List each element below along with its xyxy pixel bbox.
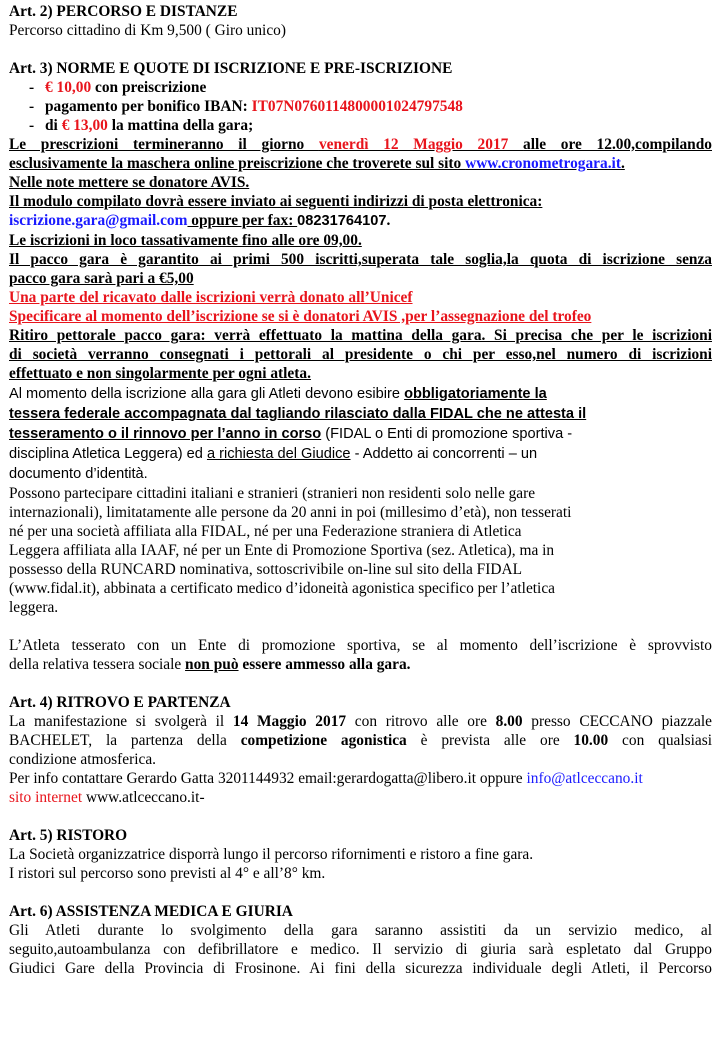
runcard-paragraph bbox=[9, 484, 712, 617]
art4-info-line bbox=[9, 769, 712, 788]
onsite-registration-line: Le iscrizioni in loco tassativamente fino alle ore 09,00. bbox=[9, 232, 362, 249]
online-registration-text: esclusivamente la maschera online preiscrizione che troverete sul sito bbox=[9, 155, 466, 172]
art6-line-3: Giudici Gare della Provincia di Frosinone. Ai fini della sicurezza individuale degli Atleti, il Percorso bbox=[9, 960, 712, 977]
runcard-line-3: né per una società affiliata alla FIDAL, né per una Federazione straniera di Atletica bbox=[9, 523, 522, 540]
ente-line-1: L’Atleta tesserato con un Ente di promozione sportiva, se al momento dell’iscrizione è sprovvisto bbox=[9, 637, 712, 654]
fidal-line-4-rest: - Addetto ai concorrenti – un bbox=[350, 446, 538, 462]
race-pack-line-1: Il pacco gara è garantito ai primi 500 iscritti,superata tale soglia,la quota di iscrizione senza bbox=[9, 251, 712, 268]
runcard-line-6: (www.fidal.it), abbinata a certificato medico d’idoneità agonistica specifico per l’atletica bbox=[9, 580, 555, 597]
fee-amount-pre: € 10,00 bbox=[45, 79, 92, 96]
fee-item-iban bbox=[9, 97, 712, 116]
iban-label: pagamento per bonifico IBAN: bbox=[45, 98, 252, 115]
competition-label: competizione agonistica bbox=[240, 732, 407, 749]
fax-number: 08231764107 bbox=[297, 213, 387, 229]
online-registration-line bbox=[9, 154, 712, 173]
fee-race-label: la mattina della gara; bbox=[107, 117, 254, 134]
runcard-line-1: Possono partecipare cittadini italiani e stranieri (stranieri non residenti solo nelle gare bbox=[9, 485, 536, 502]
fidal-line-3 bbox=[9, 424, 712, 444]
fidal-line-4-text: disciplina Atletica Leggera) ed bbox=[9, 446, 207, 462]
runcard-line-7: leggera. bbox=[9, 599, 59, 616]
bullet-dash: - bbox=[29, 117, 35, 134]
art5-line-2: I ristori sul percorso sono previsti al 4° e all’8° km. bbox=[9, 865, 326, 882]
deadline-date: venerdì 12 Maggio 2017 bbox=[318, 136, 524, 153]
module-email-line: Il modulo compilato dovrà essere inviato ai seguenti indirizzi di posta elettronica: bbox=[9, 193, 543, 210]
atlceccano-email-link[interactable]: info@atlceccano.it bbox=[526, 770, 643, 787]
runcard-line-4: Leggera affiliata alla IAAF, né per un Ente di Promozione Sportiva (sez. Atletica), ma in bbox=[9, 542, 555, 559]
deadline-time: alle ore 12.00,compilando bbox=[523, 136, 712, 153]
art6-line-2: seguito,autoambulanza con defibrillatore e medico. Il servizio di giuria sarà espletato dal Gruppo bbox=[9, 941, 712, 958]
start-time: 10.00 bbox=[573, 732, 609, 749]
art4-line-3: condizione atmosferica. bbox=[9, 751, 157, 768]
art2-text: Percorso cittadino di Km 9,500 ( Giro unico) bbox=[9, 22, 286, 39]
ente-line-2-bold: essere ammesso alla gara. bbox=[238, 656, 411, 673]
fidal-line-2: tessera federale accompagnata dal tagliando rilasciato dalla FIDAL che ne attesta il bbox=[9, 406, 587, 422]
art5-title: Art. 5) RISTORO bbox=[9, 827, 128, 844]
race-pack-line-2: pacco gara sarà pari a €5,00 bbox=[9, 270, 194, 287]
art6-title: Art. 6) ASSISTENZA MEDICA E GIURIA bbox=[9, 903, 293, 920]
fee-race-prefix: di bbox=[45, 117, 62, 134]
iban-value: IT07N0760114800001024797548 bbox=[251, 98, 463, 115]
art4-line-1-mid: con ritrovo alle ore bbox=[346, 713, 496, 730]
fidal-card-paragraph bbox=[9, 384, 712, 484]
fidal-line-1-bold: obbligatoriamente la bbox=[404, 386, 547, 402]
art4-line-1-text: La manifestazione si svolgerà il bbox=[9, 713, 233, 730]
bullet-dash: - bbox=[29, 98, 35, 115]
meeting-time: 8.00 bbox=[495, 713, 523, 730]
bullet-dash: - bbox=[29, 79, 35, 96]
bib-pickup-line-2: di società verranno consegnati i pettorali al presidente o chi per esso,nel numero di iscrizioni bbox=[9, 346, 712, 363]
art4-website-line bbox=[9, 788, 712, 807]
avis-note: Nelle note mettere se donatore AVIS. bbox=[9, 174, 250, 191]
art2-title: Art. 2) PERCORSO E DISTANZE bbox=[9, 3, 238, 20]
art4-line-1-end: presso CECCANO piazzale bbox=[522, 713, 712, 730]
regulations-document bbox=[9, 2, 712, 978]
fee-item-race-morning bbox=[9, 116, 712, 135]
fidal-line-4 bbox=[9, 444, 712, 464]
fee-item-preregistration bbox=[9, 78, 712, 97]
fidal-line-1 bbox=[9, 384, 712, 404]
website-label: sito internet bbox=[9, 789, 83, 806]
ente-line-2-underlined: non può bbox=[185, 656, 239, 673]
bib-pickup-line-3: effettuato e non singolarmente per ogni atleta. bbox=[9, 365, 311, 382]
website-url: www.atlceccano.it- bbox=[82, 789, 205, 806]
runcard-line-2: internazionali), limitatamente alle persone da 20 anni in poi (millesimo d’età), non tesserati bbox=[9, 504, 572, 521]
ente-line-2-text: della relativa tessera sociale bbox=[9, 656, 186, 673]
fee-amount-race: € 13,00 bbox=[61, 117, 108, 134]
art4-line-2-mid: è prevista alle ore bbox=[406, 732, 574, 749]
art4-line-1 bbox=[9, 712, 712, 731]
fee-pre-label: con preiscrizione bbox=[91, 79, 207, 96]
runcard-line-5: possesso della RUNCARD nominativa, sottoscrivibile on-line sul sito della FIDAL bbox=[9, 561, 522, 578]
period: . bbox=[386, 212, 391, 229]
fax-label: oppure per fax: bbox=[187, 212, 298, 229]
event-date: 14 Maggio 2017 bbox=[232, 713, 347, 730]
art3-title: Art. 3) NORME E QUOTE DI ISCRIZIONE E PRE-ISCRIZIONE bbox=[9, 60, 453, 77]
fidal-line-3-bold: tesseramento o il rinnovo per l’anno in corso bbox=[9, 426, 322, 442]
art5-line-1: La Società organizzatrice disporrà lungo il percorso rifornimenti e ristoro a fine gara. bbox=[9, 846, 534, 863]
art4-line-2-end: con qualsiasi bbox=[608, 732, 712, 749]
cronometrogara-link[interactable]: www.cronometrogara.it bbox=[465, 155, 621, 172]
fidal-line-5: documento d’identità. bbox=[9, 466, 148, 482]
art4-line-2 bbox=[9, 731, 712, 750]
deadline-line bbox=[9, 135, 712, 154]
period: . bbox=[620, 155, 625, 172]
art6-line-1: Gli Atleti durante lo svolgimento della gara saranno assistiti da un servizio medico, al bbox=[9, 922, 712, 939]
ente-line-2 bbox=[9, 655, 712, 674]
email-fax-line bbox=[9, 211, 712, 231]
fidal-line-4-underlined: a richiesta del Giudice bbox=[206, 446, 351, 462]
fidal-line-3-text: (FIDAL o Enti di promozione sportiva - bbox=[321, 426, 573, 442]
art4-info-text: Per info contattare Gerardo Gatta 3201144932 email:gerardogatta@libero.it oppure bbox=[9, 770, 527, 787]
unicef-line: Una parte del ricavato dalle iscrizioni verrà donato all’Unicef bbox=[9, 289, 413, 306]
deadline-text: Le prescrizioni termineranno il giorno bbox=[9, 136, 319, 153]
avis-trophy-line: Specificare al momento dell’iscrizione se si è donatori AVIS ,per l’assegnazione del trofeo bbox=[9, 308, 592, 325]
art4-title: Art. 4) RITROVO E PARTENZA bbox=[9, 694, 231, 711]
fidal-line-1-text: Al momento della iscrizione alla gara gli Atleti devono esibire bbox=[9, 386, 405, 402]
art4-line-2-text: BACHELET, la partenza della bbox=[9, 732, 241, 749]
bib-pickup-line-1: Ritiro pettorale pacco gara: verrà effettuato la mattina della gara. Si precisa che per le iscrizioni bbox=[9, 327, 712, 344]
registration-email-link[interactable]: iscrizione.gara@gmail.com bbox=[9, 212, 188, 229]
